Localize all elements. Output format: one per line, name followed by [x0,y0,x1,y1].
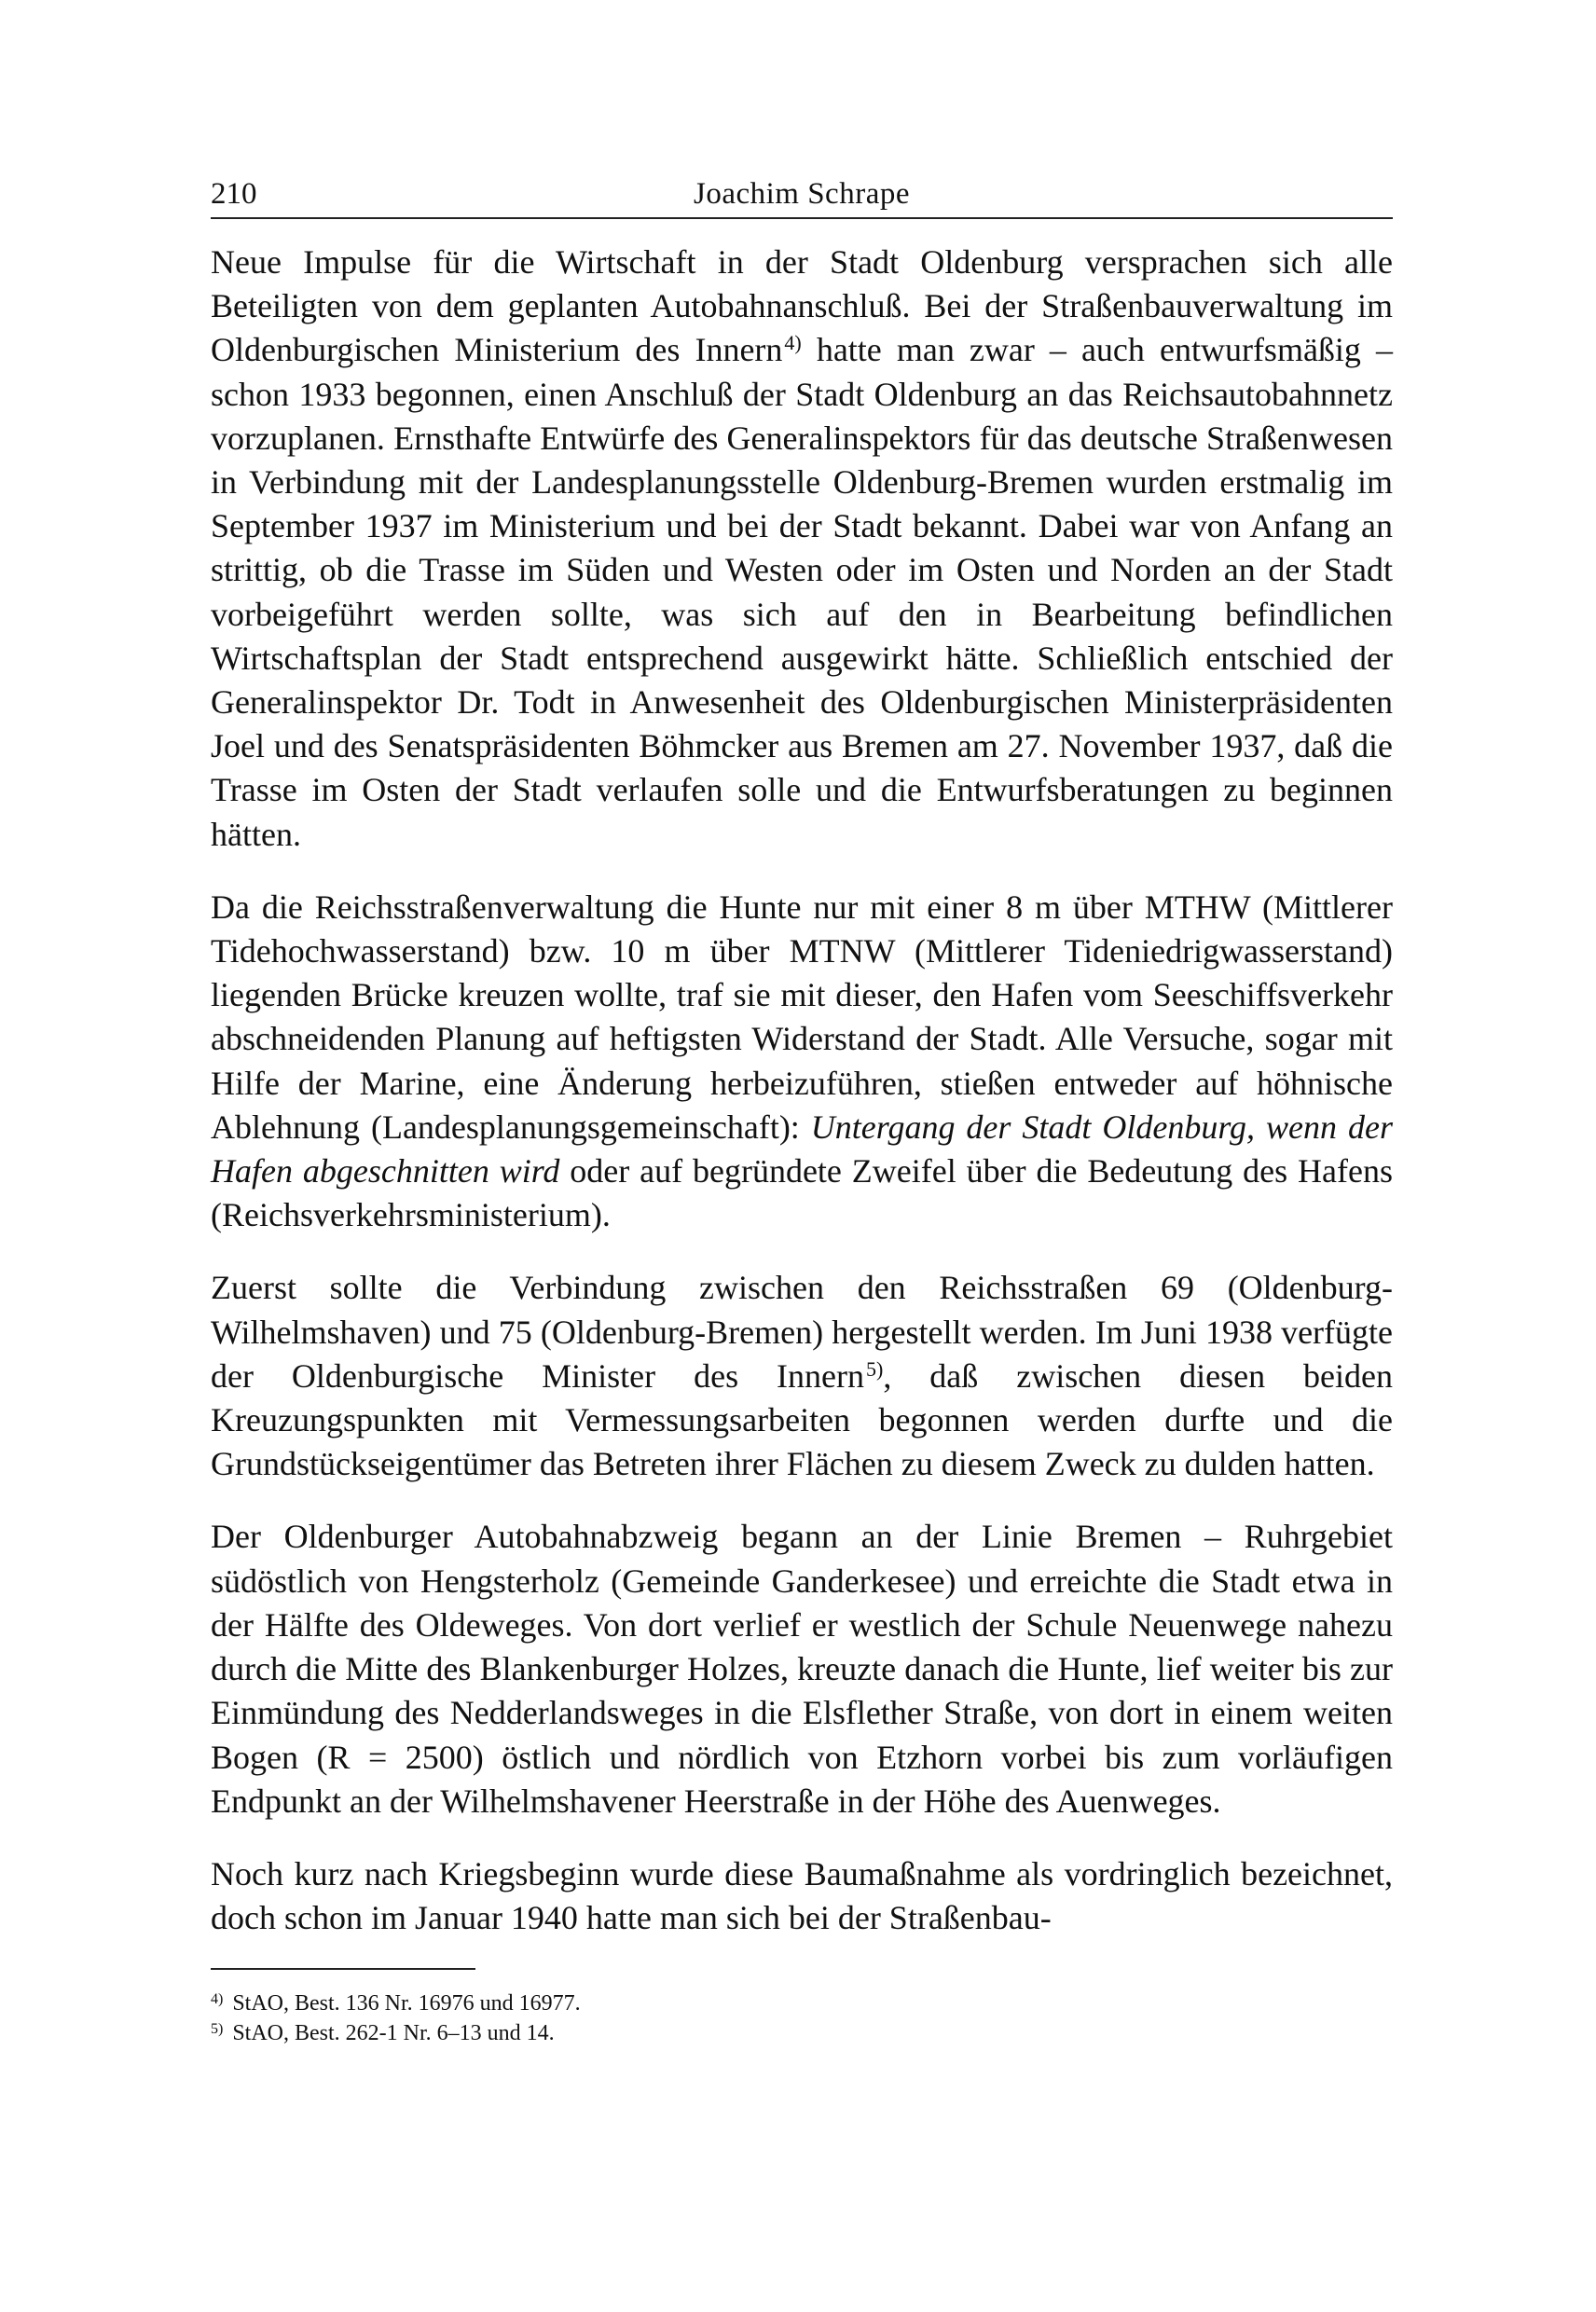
footnote-4-marker: 4) [211,1991,224,2007]
footnote-ref-5: 5) [866,1356,884,1381]
footnote-divider [211,1968,475,1970]
paragraph-3-text-a: Zuerst sollte die Verbindung zwischen den Reichsstraßen 69 (Oldenburg-Wilhelmshaven) und 75 (Oldenburg-Bremen) hergestellt werden. Im Juni 1938 verfügte der Oldenburgische Minister des Innern [211,1269,1393,1395]
paragraph-4: Der Oldenburger Autobahnabzweig begann an der Linie Bremen – Ruhrgebiet südöstlich von Hengsterholz (Gemeinde Ganderkesee) und erreichte die Stadt etwa in der Hälfte des Oldeweges. Von dort verlief er westlich der Schule Neuenwege nahezu durch die Mitte des Blankenburger Holzes, kreuzte danach die Hunte, lief weiter bis zur Einmündung des Nedderlandsweges in die Elsflether Straße, von dort in einem weiten Bogen (R = 2500) östlich und nördlich von Etzhorn vorbei bis zum vorläufigen Endpunkt an der Wilhelmshavener Heerstraße in der Höhe des Auenweges. [211,1518,1393,1820]
running-head [211,171,1393,219]
paragraph-3-text-b: , daß zwischen diesen beiden Kreuzungspunkten mit Vermessungsarbeiten begonnen werden durfte und die Grundstückseigentümer das Betreten ihrer Flächen zu diesem Zweck zu dulden hatten. [211,1356,1393,1483]
paragraph-2-text-b: oder auf begründete Zweifel über die Bedeutung des Hafens (Reichsverkehrsministerium). [211,1152,1393,1234]
footnote-4 [211,1989,1393,2018]
book-page [211,0,1393,2312]
footnote-5-text: StAO, Best. 262-1 Nr. 6–13 und 14. [232,2021,555,2045]
paragraph-2-text-a: Da die Reichsstraßenverwaltung die Hunte nur mit einer 8 m über MTHW (Mittlerer Tidehochwasserstand) bzw. 10 m über MTNW (Mittlerer Tideniedrigwasserstand) liegenden Brücke kreuzen wollte, traf sie mit dieser, den Hafen vom Seeschiffsverkehr abschneidenden Planung auf heftigsten Widerstand der Stadt. Alle Versuche, sogar mit Hilfe der Marine, eine Änderung herbeizuführen, stießen entweder auf höhnische Ablehnung (Landesplanungsgemeinschaft): [211,888,1393,1146]
paragraph-1-text-b: hatte man zwar – auch entwurfsmäßig – schon 1933 begonnen, einen Anschluß der Stadt Oldenburg an das Reichsautobahnnetz vorzuplanen. Ernsthafte Entwürfe des Generalinspektors für das deutsche Straßenwesen in Verbindung mit der Landesplanungsstelle Oldenburg-Bremen wurden erstmalig im September 1937 im Ministerium und bei der Stadt bekannt. Dabei war von Anfang an strittig, ob die Trasse im Süden und Westen oder im Osten und Norden an der Stadt vorbeigeführt werden sollte, was sich auf den in Bearbeitung befindlichen Wirtschaftsplan der Stadt entsprechend ausgewirkt hätte. Schließlich entschied der Generalinspektor Dr. Todt in Anwesenheit des Oldenburgischen Ministerpräsidenten Joel und des Senatspräsidenten Böhmcker aus Bremen am 27. November 1937, daß die Trasse im Osten der Stadt verlaufen solle und die Entwurfsberatungen zu beginnen hätten. [211,331,1393,853]
paragraph-3 [211,1266,1393,1486]
footnote-4-text: StAO, Best. 136 Nr. 16976 und 16977. [232,1991,581,2016]
page-number: 210 [211,177,257,211]
body-text [211,241,1393,1940]
footnote-5 [211,2018,1393,2048]
paragraph-2 [211,886,1393,1238]
footnote-ref-4: 4) [784,331,802,355]
running-title: Joachim Schrape [693,177,910,211]
paragraph-1-text-a: Neue Impulse für die Wirtschaft in der Stadt Oldenburg versprachen sich alle Beteiligten von dem geplanten Autobahnanschluß. Bei der Straßenbauverwaltung im Oldenburgischen Ministerium des Innern [211,243,1393,369]
footnote-5-marker: 5) [211,2021,224,2037]
paragraph-2-quote: Untergang der Stadt Oldenburg, wenn der Hafen abgeschnitten wird [211,1108,1393,1190]
paragraph-5: Noch kurz nach Kriegsbeginn wurde diese Baumaßnahme als vordringlich bezeichnet, doch schon im Januar 1940 hatte man sich bei der Straßenbau- [211,1854,1393,1937]
footnotes [211,1989,1393,2048]
paragraph-1 [211,241,1393,857]
